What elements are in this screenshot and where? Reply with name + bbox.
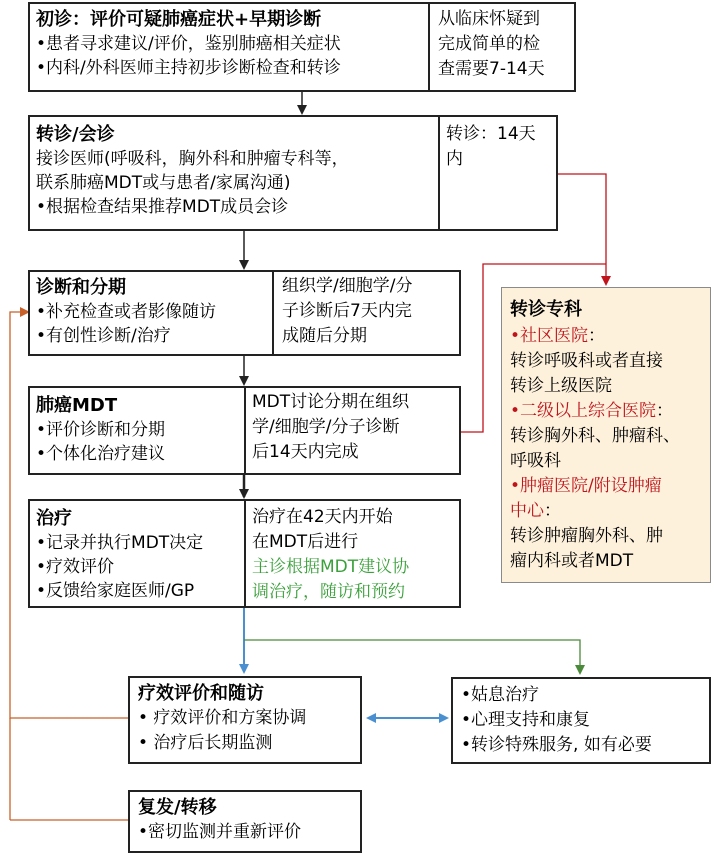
lung-mdt-note: 后14天内完成 (252, 442, 359, 462)
arrow-treatment-to-palliative (244, 640, 580, 673)
initial-visit-item: •内科/外科医师主持初步诊断检查和转诊 (36, 58, 341, 78)
initial-visit-box (28, 2, 576, 92)
relapse-box (128, 790, 362, 853)
lung-mdt-note: MDT讨论分期在组织 (252, 392, 410, 412)
specialty-referral-title: 转诊专科 (510, 299, 582, 320)
lung-mdt-item: •个体化治疗建议 (36, 444, 166, 464)
palliative-item: •心理支持和康复 (461, 710, 591, 730)
referral-consult-note: 内 (446, 149, 463, 169)
referral-consult-title: 转诊/会诊 (36, 124, 115, 145)
lung-mdt-title: 肺癌MDT (36, 395, 118, 416)
lung-mdt-box (28, 386, 461, 475)
diagnosis-staging-box (28, 270, 461, 356)
efficacy-followup-item: • 治疗后长期监测 (138, 733, 273, 753)
community-hospital-label: •社区医院 (510, 326, 589, 346)
referral-consult-item: 接诊医师(呼吸科，胸外科和肿瘤专科等， (36, 149, 349, 169)
secondary-hospital-line: 转诊胸外科、肿瘤科、 (510, 426, 680, 446)
diagnosis-staging-item: •补充检查或者影像随访 (36, 302, 217, 322)
colon: ： (588, 326, 606, 346)
colon: ： (544, 501, 561, 521)
colon: ： (656, 401, 674, 421)
secondary-hospital-label: •二级以上综合医院 (510, 401, 657, 421)
initial-visit-note: 从临床怀疑到 (438, 9, 540, 29)
referral-consult-item: •根据检查结果推荐MDT成员会诊 (36, 197, 289, 217)
cancer-hospital-line: 瘤内科或者MDT (510, 551, 634, 571)
initial-visit-note: 完成简单的检 (438, 34, 540, 54)
efficacy-followup-title: 疗效评价和随访 (138, 683, 264, 704)
treatment-item: •疗效评价 (36, 557, 115, 577)
efficacy-followup-box (128, 676, 362, 764)
arrow-referral-to-specialty (557, 174, 606, 284)
referral-consult-item: 联系肺癌MDT或与患者/家属沟通) (36, 173, 291, 193)
diagnosis-staging-note: 组织学/细胞学/分 (282, 276, 413, 296)
relapse-item: •密切监测并重新评价 (138, 822, 302, 842)
referral-consult-box (28, 115, 558, 231)
initial-visit-title: 初诊：评价可疑肺癌症状+早期诊断 (36, 9, 322, 30)
cancer-hospital-label: 中心 (510, 501, 544, 521)
diagnosis-staging-note: 成随后分期 (282, 326, 367, 346)
initial-visit-item: •患者寻求建议/评价，鉴别肺癌相关症状 (36, 34, 341, 54)
palliative-box (451, 677, 711, 764)
diagnosis-staging-item: •有创性诊断/治疗 (36, 326, 171, 346)
treatment-note: 在MDT后进行 (252, 532, 359, 552)
secondary-hospital-line: 呼吸科 (510, 451, 561, 471)
diagnosis-staging-title: 诊断和分期 (36, 277, 126, 298)
palliative-item: •姑息治疗 (461, 685, 540, 705)
community-hospital-line: 转诊呼吸科或者直接 (510, 351, 663, 371)
lung-mdt-note: 学/细胞学/分子诊断 (252, 417, 400, 437)
initial-visit-note: 查需要7-14天 (438, 59, 545, 79)
treatment-item: •记录并执行MDT决定 (36, 533, 204, 553)
efficacy-followup-item: • 疗效评价和方案协调 (138, 708, 307, 728)
palliative-item: •转诊特殊服务, 如有必要 (461, 735, 652, 755)
treatment-title: 治疗 (36, 508, 72, 529)
treatment-note: 治疗在42天内开始 (252, 507, 393, 527)
referral-consult-note: 转诊：14天 (446, 124, 536, 144)
treatment-note-green: 主诊根据MDT建议协 (252, 557, 410, 577)
lung-mdt-item: •评价诊断和分期 (36, 420, 166, 440)
cancer-hospital-line: 转诊肿瘤胸外科、肿 (510, 526, 663, 546)
cancer-hospital-label: •肿瘤医院/附设肿瘤 (510, 476, 662, 496)
specialty-referral-box (501, 287, 711, 583)
relapse-title: 复发/转移 (138, 797, 217, 818)
treatment-item: •反馈给家庭医师/GP (36, 581, 195, 601)
community-hospital-line: 转诊上级医院 (510, 376, 612, 396)
diagnosis-staging-note: 子诊断后7天内完 (282, 301, 412, 321)
treatment-box (28, 499, 461, 608)
treatment-note-green: 调治疗，随访和预约 (252, 582, 405, 602)
